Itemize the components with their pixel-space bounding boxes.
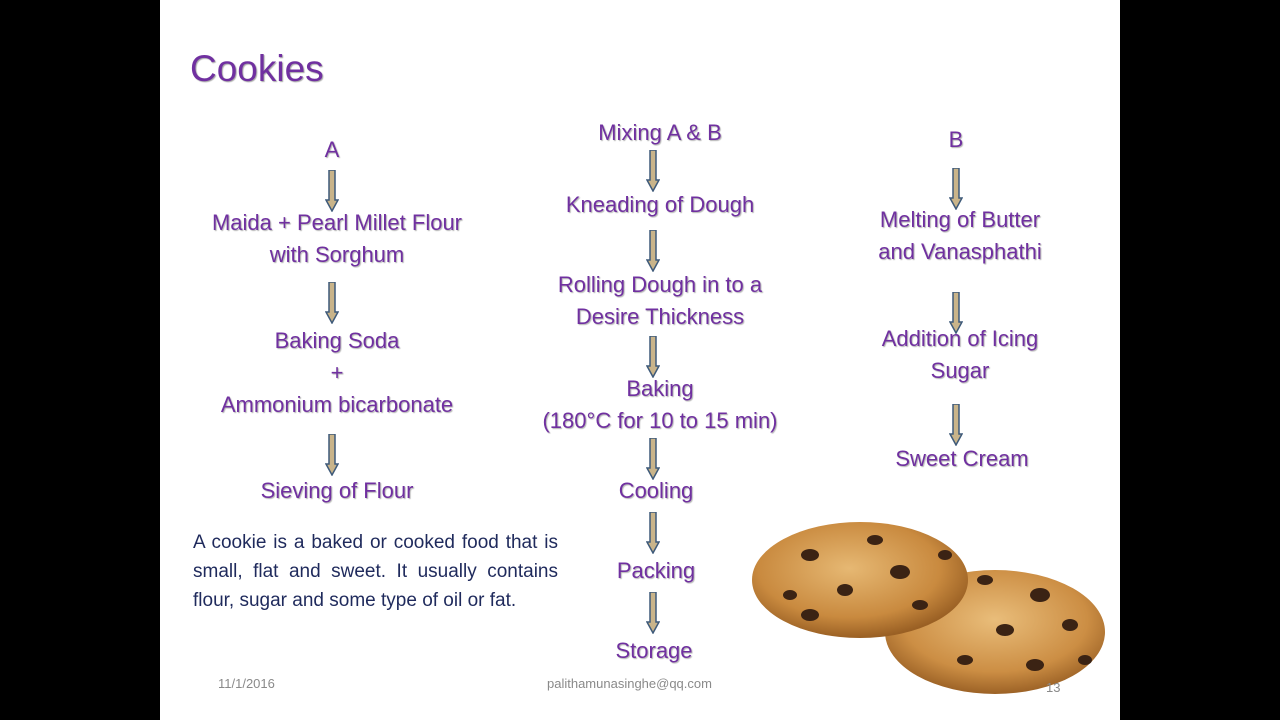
arrow-down-icon	[646, 336, 660, 378]
ammonium-line: Ammonium bicarbonate	[220, 392, 454, 417]
middle-step-packing: Packing	[616, 558, 696, 583]
rolling-line-2: Desire Thickness	[575, 304, 745, 329]
baking-line-1: Baking	[626, 376, 694, 401]
arrow-down-icon	[646, 512, 660, 554]
slide-title: Cookies	[190, 48, 324, 89]
flour-line-2: with Sorghum	[269, 242, 405, 267]
flour-line-1: Maida + Pearl Millet Flour	[211, 210, 463, 235]
arrow-down-icon	[646, 150, 660, 192]
arrow-down-icon	[646, 438, 660, 480]
column-b-step-icing	[840, 323, 1080, 387]
column-a-step-3: Sieving of Flour	[260, 478, 414, 503]
middle-step-cooling: Cooling	[618, 478, 694, 503]
middle-column-header: Mixing A & B	[598, 120, 722, 145]
footer-date: 11/1/2016	[218, 676, 275, 691]
column-a-step-1	[182, 207, 492, 271]
column-b-step-sweet-cream: Sweet Cream	[895, 446, 1029, 471]
arrow-down-icon	[325, 282, 339, 324]
plus-line: +	[330, 360, 344, 385]
footer-email: palithamunasinghe@qq.com	[547, 676, 712, 691]
arrow-down-icon	[646, 230, 660, 272]
cookie-description: A cookie is a baked or cooked food that is small, flat and sweet. It usually contains flour, sugar and some type of oil or fat.	[193, 532, 558, 611]
middle-step-rolling	[510, 269, 810, 333]
column-b-step-melting	[840, 204, 1080, 268]
melting-line-2: and Vanasphathi	[878, 239, 1042, 264]
column-b-header: B	[948, 127, 964, 152]
cookies-image	[750, 510, 1110, 700]
melting-line-1: Melting of Butter	[879, 207, 1041, 232]
rolling-line-1: Rolling Dough in to a	[557, 272, 763, 297]
icing-line-2: Sugar	[930, 358, 990, 383]
arrow-down-icon	[325, 170, 339, 212]
middle-step-baking	[510, 373, 810, 437]
column-a-header: A	[324, 137, 340, 162]
slide	[160, 0, 1120, 720]
baking-soda-line: Baking Soda	[274, 328, 400, 353]
middle-step-kneading: Kneading of Dough	[565, 192, 755, 217]
column-a-step-2	[182, 325, 492, 421]
arrow-down-icon	[949, 404, 963, 446]
arrow-down-icon	[325, 434, 339, 476]
arrow-down-icon	[646, 592, 660, 634]
icing-line-1: Addition of Icing	[881, 326, 1039, 351]
middle-step-storage: Storage	[615, 638, 693, 663]
baking-line-2: (180°C for 10 to 15 min)	[542, 408, 778, 433]
footer-page-number: 13	[1046, 680, 1061, 695]
